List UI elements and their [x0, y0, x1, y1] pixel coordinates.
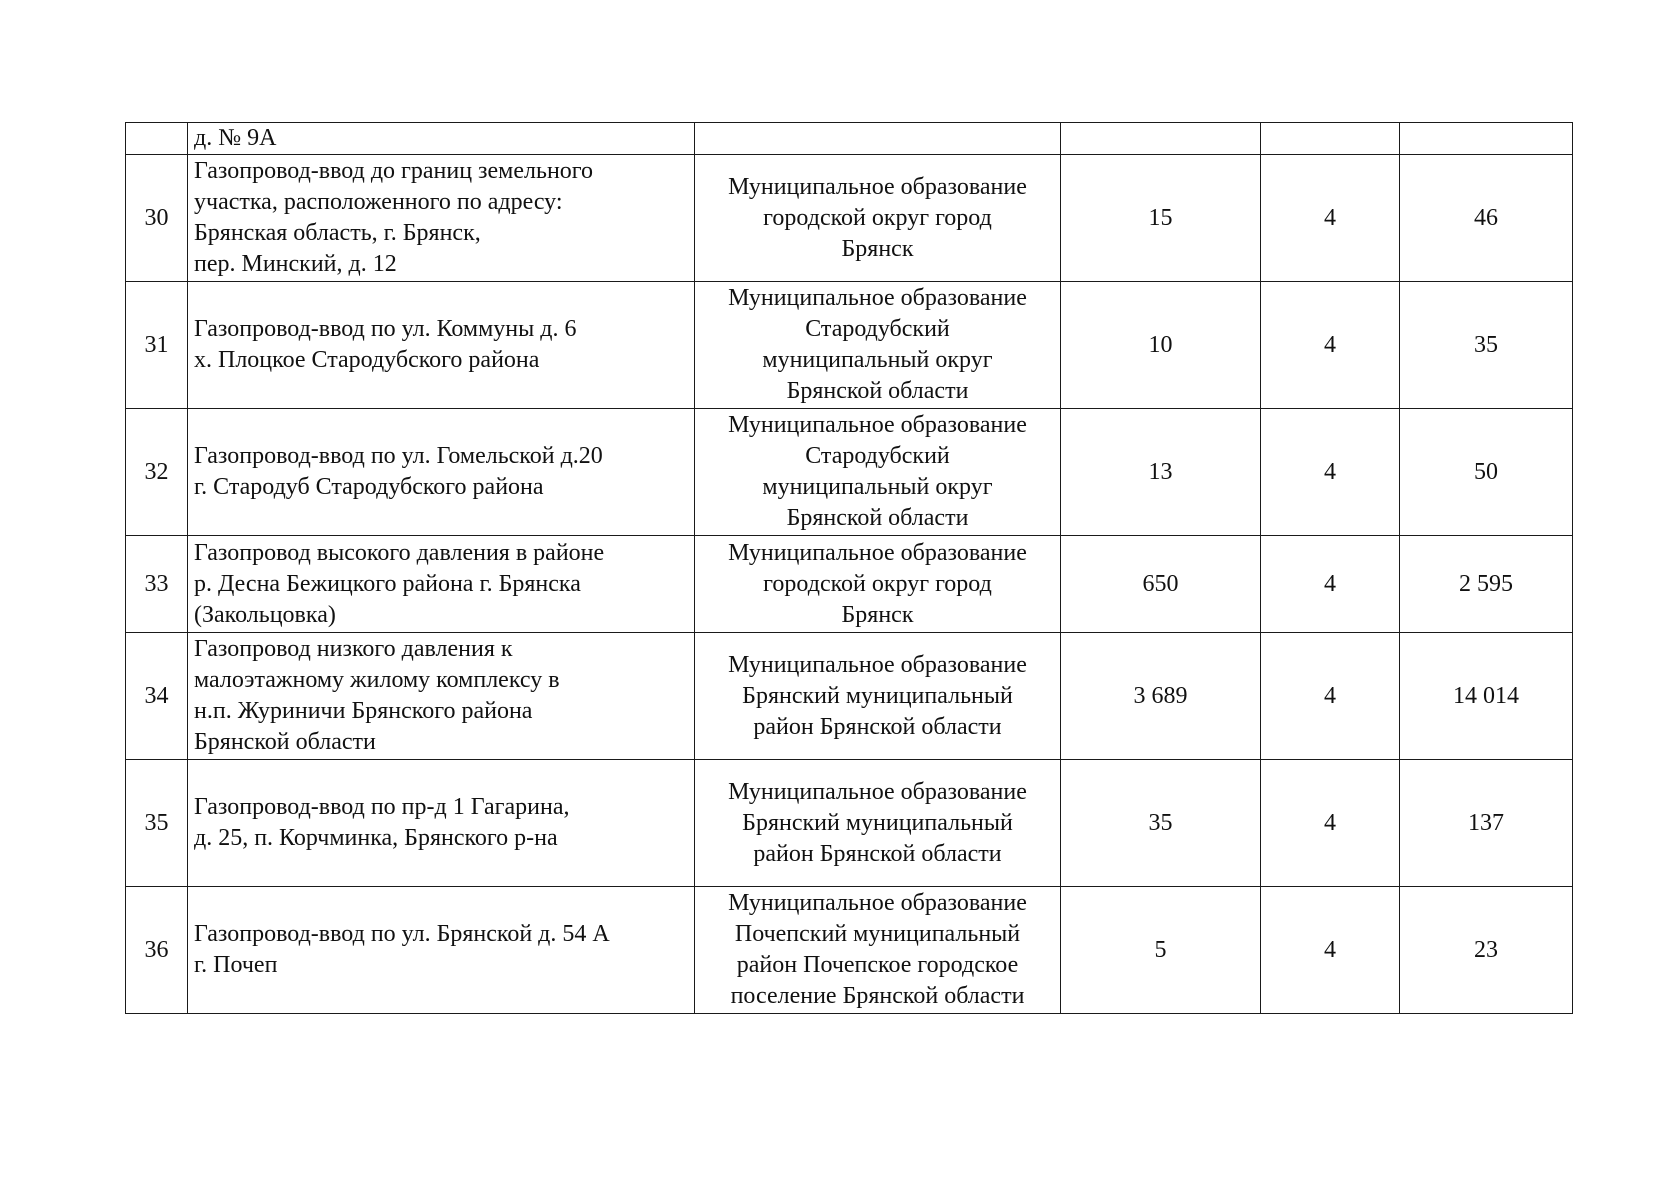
value-cell-col4: 4	[1261, 409, 1400, 536]
object-name-line: д. № 9А	[194, 125, 277, 151]
object-name-line: Газопровод-ввод по ул. Коммуны д. 6	[194, 316, 577, 342]
value-cell-col5: 35	[1400, 282, 1573, 409]
length-cell: 15	[1061, 155, 1261, 282]
object-name-line: пер. Минский, д. 12	[194, 251, 397, 277]
value-cell-col5	[1400, 123, 1573, 155]
owner-cell	[695, 633, 1061, 760]
owner-line: Почепский муниципальный	[734, 921, 1021, 947]
object-name-line: г. Стародуб Стародубского района	[194, 474, 544, 500]
owner-line: муниципальный округ	[762, 474, 993, 500]
table-row	[126, 760, 1573, 887]
object-name-cell	[188, 123, 695, 155]
row-number-cell: 31	[126, 282, 188, 409]
length-cell: 650	[1061, 536, 1261, 633]
object-name-cell	[188, 282, 695, 409]
table-row-continued	[126, 123, 1573, 155]
object-name-cell	[188, 536, 695, 633]
object-name-line: участка, расположенного по адресу:	[194, 189, 563, 215]
value-cell-col4: 4	[1261, 155, 1400, 282]
object-name-line: Газопровод высокого давления в районе	[194, 539, 605, 566]
value-cell-col5: 14 014	[1400, 633, 1573, 760]
value-cell-col5: 50	[1400, 409, 1573, 536]
owner-line: район Брянской области	[753, 840, 1002, 867]
value-cell-col4: 4	[1261, 760, 1400, 887]
table-row	[126, 887, 1573, 1014]
object-name-line: Газопровод-ввод по ул. Брянской д. 54 А	[194, 921, 610, 947]
row-number-cell: 33	[126, 536, 188, 633]
owner-line: Муниципальное образование	[728, 890, 1027, 916]
object-name-cell	[188, 155, 695, 282]
owner-line: Стародубский	[805, 443, 950, 469]
owner-line: Муниципальное образование	[728, 285, 1027, 311]
length-cell: 35	[1061, 760, 1261, 887]
owner-cell	[695, 123, 1061, 155]
row-number-cell: 36	[126, 887, 188, 1014]
owner-cell	[695, 155, 1061, 282]
table-row	[126, 409, 1573, 536]
object-name-line: Газопровод-ввод по ул. Гомельской д.20	[194, 443, 603, 469]
object-name-line: Газопровод-ввод до границ земельного	[194, 158, 594, 184]
owner-cell	[695, 760, 1061, 887]
table-row	[126, 633, 1573, 760]
object-name-line: х. Плоцкое Стародубского района	[194, 347, 540, 373]
owner-line: поселение Брянской области	[730, 983, 1025, 1009]
gas-pipeline-table	[125, 122, 1573, 1014]
object-name-cell	[188, 887, 695, 1014]
row-number-cell: 35	[126, 760, 188, 887]
table-row	[126, 282, 1573, 409]
row-number-cell: 32	[126, 409, 188, 536]
value-cell-col4: 4	[1261, 887, 1400, 1014]
object-name-line: Газопровод-ввод по пр-д 1 Гагарина,	[194, 794, 570, 820]
object-name-line: (Закольцовка)	[194, 601, 336, 628]
object-name-line: н.п. Журиничи Брянского района	[194, 698, 533, 724]
owner-line: Брянск	[841, 601, 914, 628]
owner-line: городской округ город	[763, 570, 992, 597]
length-cell: 13	[1061, 409, 1261, 536]
value-cell-col4	[1261, 123, 1400, 155]
object-name-line: г. Почеп	[194, 952, 278, 978]
owner-line: Муниципальное образование	[728, 651, 1027, 678]
table-body	[126, 123, 1573, 1014]
owner-line: Муниципальное образование	[728, 778, 1027, 805]
owner-line: городской округ город	[763, 204, 992, 231]
object-name-line: Брянской области	[194, 729, 376, 755]
value-cell-col4: 4	[1261, 282, 1400, 409]
object-name-line: р. Десна Бежицкого района г. Брянска	[194, 570, 581, 597]
owner-line: Муниципальное образование	[728, 539, 1027, 566]
owner-line: Брянский муниципальный	[742, 809, 1013, 836]
length-cell	[1061, 123, 1261, 155]
row-number-cell: 34	[126, 633, 188, 760]
object-name-cell	[188, 409, 695, 536]
owner-line: Брянской области	[786, 505, 969, 531]
value-cell-col5: 46	[1400, 155, 1573, 282]
object-name-cell	[188, 760, 695, 887]
owner-line: муниципальный округ	[762, 347, 993, 373]
object-name-cell	[188, 633, 695, 760]
length-cell: 10	[1061, 282, 1261, 409]
owner-line: Муниципальное образование	[728, 412, 1027, 438]
table-row	[126, 536, 1573, 633]
table-row	[126, 155, 1573, 282]
owner-cell	[695, 536, 1061, 633]
value-cell-col5: 137	[1400, 760, 1573, 887]
owner-line: район Брянской области	[753, 713, 1002, 740]
length-cell: 5	[1061, 887, 1261, 1014]
value-cell-col4: 4	[1261, 633, 1400, 760]
row-number-cell: 30	[126, 155, 188, 282]
owner-cell	[695, 887, 1061, 1014]
value-cell-col5: 2 595	[1400, 536, 1573, 633]
value-cell-col4: 4	[1261, 536, 1400, 633]
owner-line: район Почепское городское	[736, 952, 1019, 978]
object-name-line: д. 25, п. Корчминка, Брянского р-на	[194, 825, 558, 851]
owner-line: Брянск	[841, 235, 914, 262]
owner-line: Брянской области	[786, 378, 969, 404]
owner-line: Стародубский	[805, 316, 950, 342]
owner-line: Брянский муниципальный	[742, 682, 1013, 709]
owner-line: Муниципальное образование	[728, 173, 1027, 200]
length-cell: 3 689	[1061, 633, 1261, 760]
row-number-cell	[126, 123, 188, 155]
object-name-line: Газопровод низкого давления к	[194, 636, 513, 662]
value-cell-col5: 23	[1400, 887, 1573, 1014]
owner-cell	[695, 409, 1061, 536]
owner-cell	[695, 282, 1061, 409]
object-name-line: малоэтажному жилому комплексу в	[194, 667, 560, 693]
object-name-line: Брянская область, г. Брянск,	[194, 220, 481, 246]
